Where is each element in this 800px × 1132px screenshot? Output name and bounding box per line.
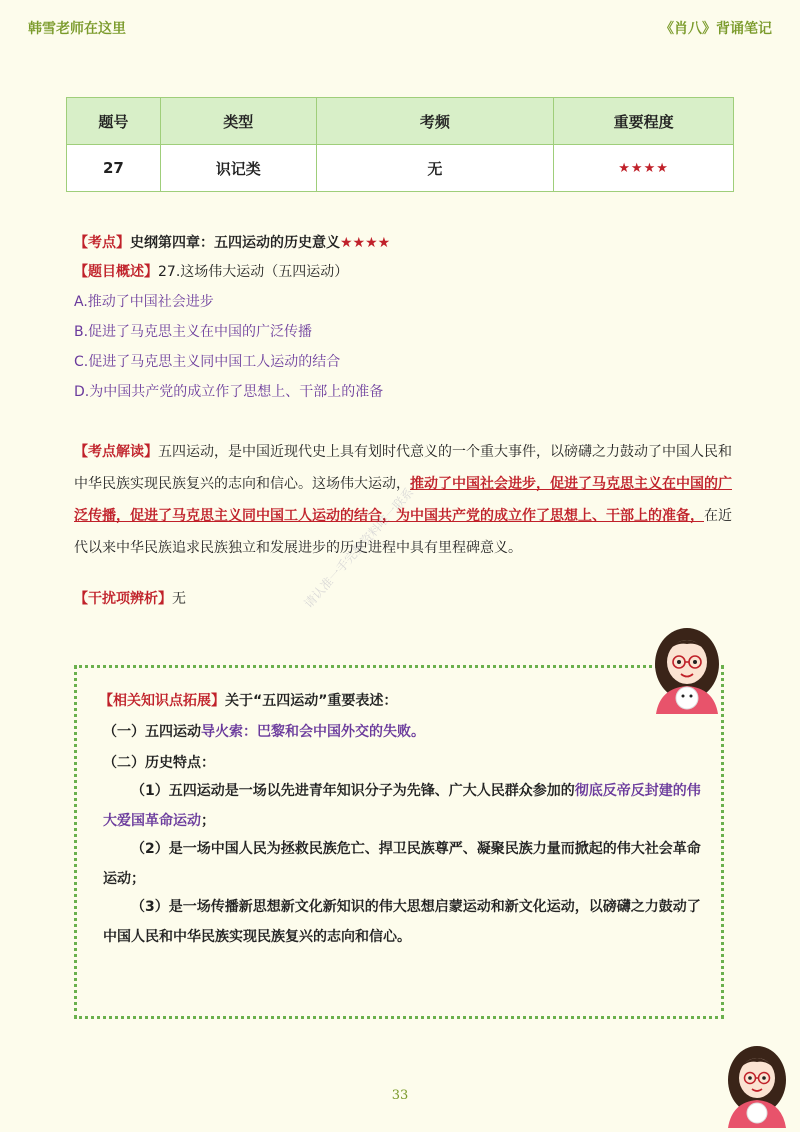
gaishu-text: 27.这场伟大运动（五四运动） xyxy=(158,264,349,280)
table-header-row xyxy=(67,98,734,145)
jiedu-highlight: 推动了中国社会进步，促进了马克思主义在中国的广泛传播，促进了马克思主义同中国工人运动的结合，为中国共产党的成立作了思想上、干部上的准备， xyxy=(74,476,732,524)
header-book-title: 《肖八》背诵笔记 xyxy=(660,21,772,37)
option-b: B.促进了马克思主义在中国的广泛传播 xyxy=(74,324,313,340)
extension-title-line xyxy=(99,690,397,710)
option-a: A.推动了中国社会进步 xyxy=(74,294,214,310)
ganrao-line xyxy=(74,589,186,609)
header-cell-type: 类型 xyxy=(160,98,316,145)
cell-importance-stars: ★★★★ xyxy=(554,145,734,192)
extension-point-3: （3）是一场传播新思想新文化新知识的伟大思想启蒙运动和新文化运动，以磅礴之力鼓动了中国人民和中华民族实现民族复兴的志向和信心。 xyxy=(103,899,701,945)
watermark: 请认准一手完整资料唯一联系 xyxy=(301,485,417,611)
teacher-avatar-corner-illustration xyxy=(722,1040,792,1128)
extension-point-2: （2）是一场中国人民为拯救民族危亡、捍卫民族尊严、凝聚民族力量而掀起的伟大社会革命运动； xyxy=(103,841,701,887)
header-author: 韩雪老师在这里 xyxy=(28,21,126,37)
knowledge-extension-box xyxy=(74,665,724,1019)
teacher-avatar-illustration xyxy=(648,622,726,714)
cell-type: 识记类 xyxy=(160,145,316,192)
kaodian-tag: 【考点】 xyxy=(74,235,130,251)
question-info-table xyxy=(66,97,734,192)
jiedu-tag: 【考点解读】 xyxy=(74,444,158,460)
kaodian-text: 史纲第四章：五四运动的历史意义 xyxy=(130,235,340,251)
extension-point-1 xyxy=(103,776,709,836)
extension-title: 关于“五四运动”重要表述： xyxy=(225,693,398,709)
ganrao-text: 无 xyxy=(172,591,186,607)
gaishu-line xyxy=(74,262,348,282)
extension-section-1 xyxy=(103,721,425,741)
extension-section-2: （二）历史特点： xyxy=(103,755,215,771)
cell-number: 27 xyxy=(67,145,161,192)
kaodian-stars: ★★★★ xyxy=(340,235,391,251)
table-row xyxy=(67,145,734,192)
point-1-purple: 彻底反帝反封建的伟大爱国革命运动 xyxy=(103,783,701,829)
cell-frequency: 无 xyxy=(316,145,554,192)
point-1-b: ； xyxy=(201,813,215,829)
header-cell-frequency: 考频 xyxy=(316,98,554,145)
point-1-a: （1）五四运动是一场以先进青年知识分子为先锋、广大人民群众参加的 xyxy=(131,783,575,799)
kaodian-line xyxy=(74,233,390,253)
option-d: D.为中国共产党的成立作了思想上、干部上的准备 xyxy=(74,384,384,400)
option-c: C.促进了马克思主义同中国工人运动的结合 xyxy=(74,354,341,370)
jiedu-text-2: 在近代以来中华民族追求民族独立和发展进步的历史进程中具有里程碑意义。 xyxy=(74,508,732,556)
extension-tag: 【相关知识点拓展】 xyxy=(99,693,225,709)
section-1-prefix: （一）五四运动 xyxy=(103,724,201,740)
section-1-purple: 导火索：巴黎和会中国外交的失败。 xyxy=(201,724,425,740)
gaishu-tag: 【题目概述】 xyxy=(74,264,158,280)
page-number: 33 xyxy=(391,1088,409,1103)
jiedu-text-1: 五四运动，是中国近现代史上具有划时代意义的一个重大事件，以磅礴之力鼓动了中国人民和中华民族实现民族复兴的志向和信心。这场伟大运动， xyxy=(74,444,732,492)
ganrao-tag: 【干扰项辨析】 xyxy=(74,591,172,607)
header-cell-importance: 重要程度 xyxy=(554,98,734,145)
header-cell-number: 题号 xyxy=(67,98,161,145)
